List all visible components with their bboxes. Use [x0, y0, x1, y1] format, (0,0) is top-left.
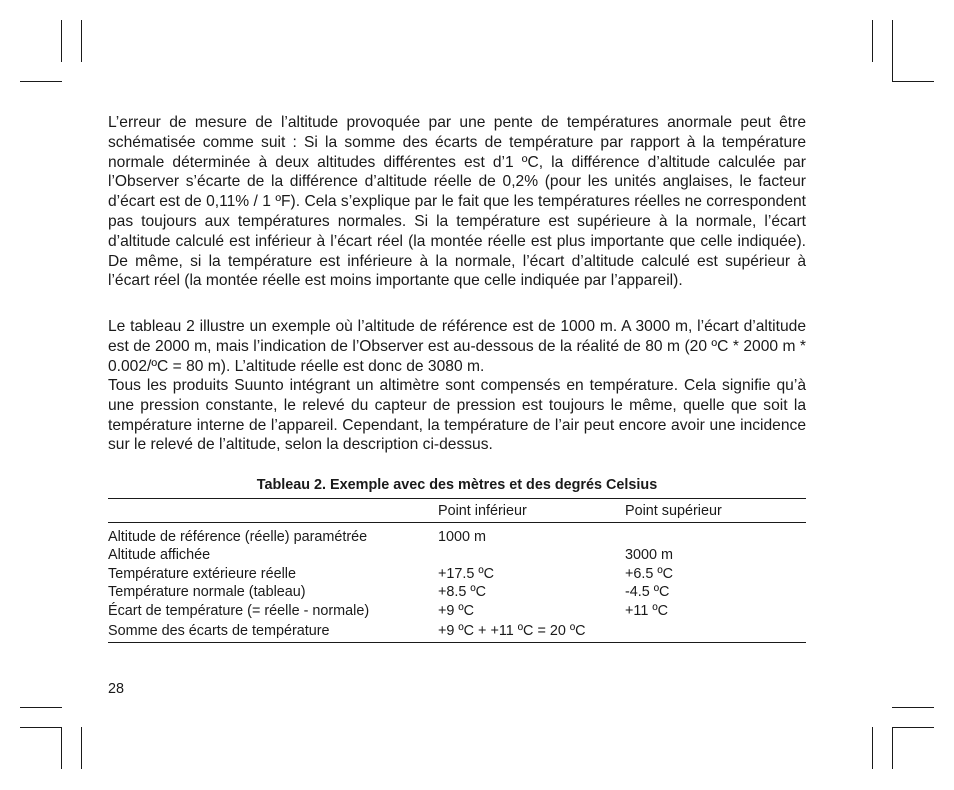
- lower-point-value: +9 ºC + +11 ºC = 20 ºC: [438, 623, 586, 639]
- table-caption: Tableau 2. Exemple avec des mètres et des degrés Celsius: [256, 477, 658, 493]
- row-label: Écart de température (= réelle - normale): [108, 603, 370, 619]
- crop-mark: [61, 727, 62, 769]
- crop-mark: [20, 81, 62, 82]
- crop-mark: [892, 20, 893, 82]
- row-label: Somme des écarts de température: [108, 623, 330, 639]
- row-label: Altitude affichée: [108, 547, 211, 563]
- paragraph-compensation: Tous les produits Suunto intégrant un altimètre sont compensés en température. Cela signifie qu’à une pression constante, le relevé du capteur de pression est toujours le même, quelle que soit la température interne de l’appareil. Cependant, la température de l’air peut encore avoir une incidence sur le relevé de l’altitude, selon la description ci-dessus.: [108, 377, 806, 454]
- row-label: Altitude de référence (réelle) paramétrée: [108, 529, 368, 545]
- lower-point-value: 1000 m: [438, 529, 486, 545]
- lower-point-value: +9 ºC: [438, 603, 475, 619]
- table-row: [108, 566, 806, 584]
- crop-mark: [81, 20, 82, 62]
- page-number: 28: [108, 681, 125, 697]
- crop-mark: [81, 727, 82, 769]
- paragraph-example: Le tableau 2 illustre un exemple où l’altitude de référence est de 1000 m. A 3000 m, l’écart d’altitude est de 2000 m, mais l’indication de l’Observer est au-dessous de la réalité de 80 m (20 ºC * 2000 m * 0.002/ºC = 80 m). L’altitude réelle est donc de 3080 m.: [108, 318, 806, 375]
- crop-mark: [872, 20, 873, 62]
- crop-mark: [872, 727, 873, 769]
- crop-mark: [892, 81, 934, 82]
- row-label: Température normale (tableau): [108, 584, 306, 600]
- upper-point-value: -4.5 ºC: [625, 584, 670, 600]
- table-header-rule: [108, 522, 806, 523]
- table-row: [108, 603, 806, 621]
- header-point-inferieur: Point inférieur: [438, 503, 527, 519]
- table-row: [108, 623, 806, 641]
- crop-mark: [61, 20, 62, 62]
- crop-mark: [20, 707, 62, 708]
- crop-mark: [892, 727, 934, 728]
- upper-point-value: +11 ºC: [625, 603, 668, 619]
- table-top-rule: [108, 498, 806, 499]
- crop-mark: [892, 707, 934, 708]
- lower-point-value: +17.5 ºC: [438, 566, 495, 582]
- upper-point-value: +6.5 ºC: [625, 566, 674, 582]
- lower-point-value: +8.5 ºC: [438, 584, 487, 600]
- table-bottom-rule: [108, 642, 806, 643]
- crop-mark: [892, 727, 893, 769]
- table-row: [108, 584, 806, 602]
- paragraph-altitude-error: L’erreur de mesure de l’altitude provoquée par une pente de températures anormale peut être schématisée comme suit : Si la somme des écarts de température par rapport à la température normale déterminée à deux altitudes différentes est d’1 ºC, la différence d’altitude calculée par l’Observer s’écarte de la différence d’altitude réelle de 0,2% (pour les unités anglaises, le facteur d’écart est de 0,11% / 1 ºF). Cela s’explique par le fait que les températures réelles ne correspondent pas toujours aux températures normales. Si la température est supérieure à la normale, l’écart d’altitude calculé est inférieur à l’écart réel (la montée réelle est plus importante que celle indiquée). De même, si la température est inférieure à la normale, l’écart d’altitude calculé est supérieur à l’écart réel (la montée réelle est moins importante que celle indiquée par l’appareil).: [108, 114, 806, 290]
- crop-mark: [20, 727, 62, 728]
- table-row: [108, 547, 806, 565]
- row-label: Température extérieure réelle: [108, 566, 296, 582]
- header-point-superieur: Point supérieur: [625, 503, 722, 519]
- table-row: [108, 529, 806, 547]
- upper-point-value: 3000 m: [625, 547, 673, 563]
